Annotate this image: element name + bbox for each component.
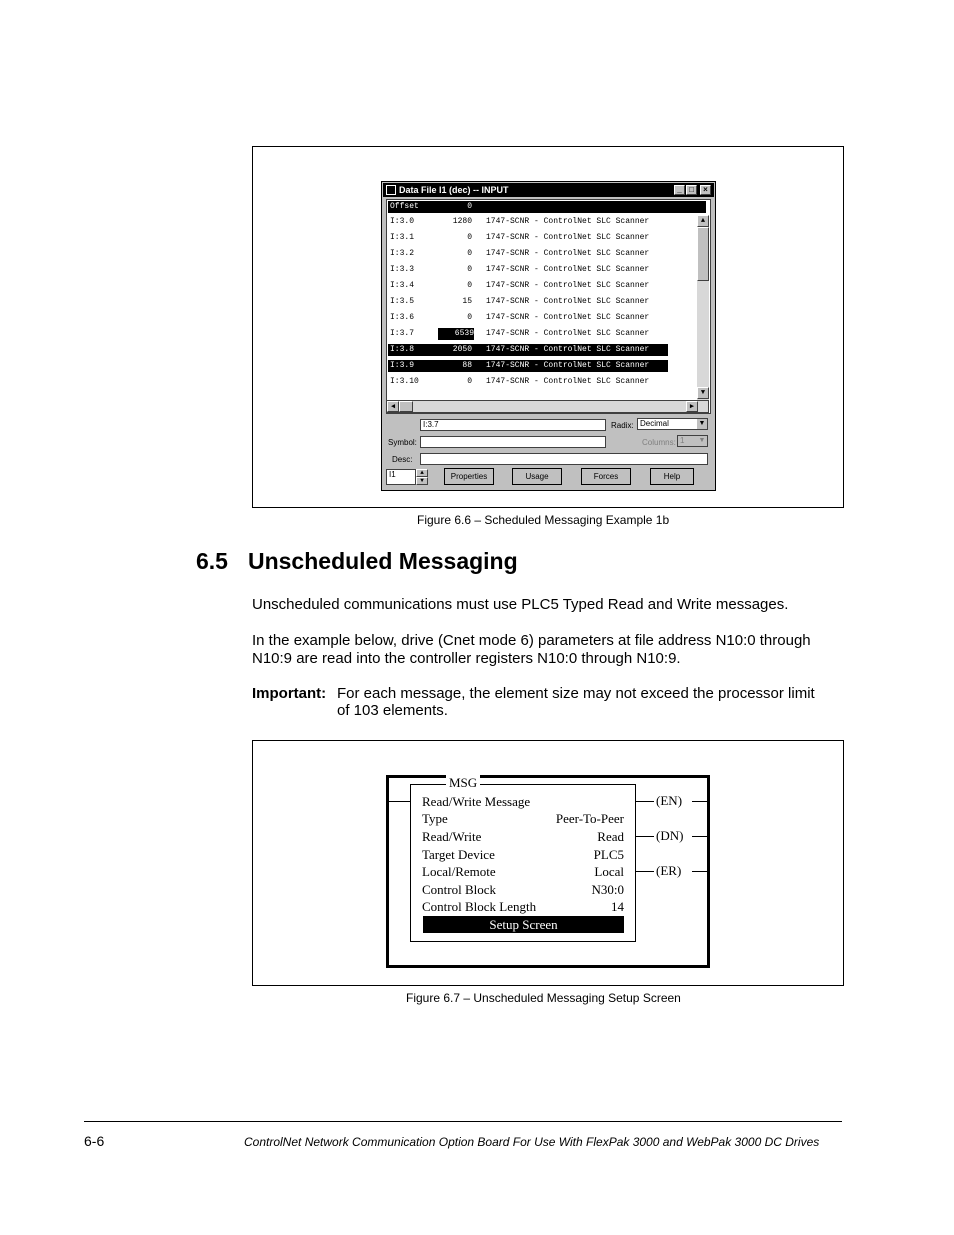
rung-wire: [636, 871, 654, 872]
radix-select[interactable]: [637, 418, 708, 430]
spin-down-icon[interactable]: ▼: [416, 477, 428, 485]
minimize-button[interactable]: _: [674, 185, 685, 195]
coil-dn: (DN): [656, 828, 684, 843]
table-row-selected[interactable]: I:3.8 2050 1747-SCNR - ControlNet SLC Scanner: [388, 344, 668, 356]
important-line1: For each message, the element size may not exceed the processor limit: [337, 685, 815, 702]
chevron-down-icon[interactable]: ▼: [698, 437, 706, 444]
maximize-button[interactable]: □: [686, 185, 697, 195]
coil-er-label: ER: [660, 863, 677, 878]
vertical-scrollbar[interactable]: [697, 215, 709, 411]
figure-6-6-caption: Figure 6.6 – Scheduled Messaging Example 1b: [417, 513, 670, 527]
scroll-up-arrow-icon[interactable]: ▲: [697, 215, 709, 227]
forces-button[interactable]: Forces: [581, 468, 631, 485]
figure-6-7-caption: Figure 6.7 – Unscheduled Messaging Setup Screen: [406, 991, 681, 1005]
header-offset-value: 0: [467, 202, 472, 211]
window-app-icon: [386, 185, 396, 195]
rung-wire: [692, 801, 707, 802]
important-label: Important:: [252, 685, 327, 702]
scroll-thumb[interactable]: [697, 227, 709, 281]
section-title: Unscheduled Messaging: [247, 548, 518, 574]
msg-row-read-write-message: Read/Write Message: [422, 794, 531, 809]
radix-label: Radix:: [611, 421, 634, 430]
msg-title: MSG: [446, 775, 480, 791]
rung-wire: [636, 836, 654, 837]
rung-wire: [692, 871, 707, 872]
spin-up-icon[interactable]: ▲: [416, 469, 428, 477]
footer-title: ControlNet Network Communication Option Board For Use With FlexPak 3000 and WebPak 3000 DC Drives: [244, 1135, 820, 1149]
coil-en: (EN): [656, 793, 683, 808]
window-title: Data File I1 (dec) -- INPUT: [399, 185, 509, 195]
coil-er: (ER): [656, 863, 682, 878]
address-field[interactable]: I:3.7: [420, 419, 606, 431]
chevron-down-icon[interactable]: ▼: [698, 420, 706, 427]
scroll-down-arrow-icon[interactable]: ▼: [697, 387, 709, 399]
symbol-label: Symbol:: [388, 438, 417, 447]
scroll-left-arrow-icon[interactable]: ◀: [387, 401, 399, 412]
rung-wire: [636, 801, 654, 802]
table-row-selected[interactable]: I:3.9 88 1747-SCNR - ControlNet SLC Scanner: [388, 360, 668, 372]
scroll-right-arrow-icon[interactable]: ▶: [686, 401, 698, 412]
close-button[interactable]: ×: [700, 185, 711, 195]
data-file-window: [381, 181, 716, 491]
paragraph-2-line1: In the example below, drive (Cnet mode 6) parameters at file address N10:0 through: [252, 632, 811, 649]
rung-wire: [692, 836, 707, 837]
page-number: 6-6: [84, 1133, 105, 1149]
coil-en-label: EN: [660, 793, 678, 808]
paragraph-1: Unscheduled communications must use PLC5 Typed Read and Write messages.: [252, 596, 789, 613]
setup-screen-button[interactable]: Setup Screen: [423, 916, 624, 933]
msg-row-local-remote: Local/Remote Local: [422, 864, 624, 879]
desc-label: Desc:: [392, 455, 413, 464]
msg-row-read-write: Read/Write Read: [422, 829, 624, 844]
footer-rule: [84, 1121, 842, 1122]
horizontal-scrollbar[interactable]: [386, 400, 709, 413]
columns-label: Columns:: [642, 438, 676, 447]
grid-header: [388, 201, 706, 213]
data-grid[interactable]: Offset 0 I:3.0 1280 1747-SCNR - ControlNet SLC Scanner I:3.1 0 1747-SCNR - ControlNet SLC Scanner I:3.2 0 1747-SCNR - ControlNet SLC Scanner I:3.3 0 1747-SCNR - ControlNet SLC Scanner I:3.4 0 1747-SCNR - ControlNet SLC Scanner I:3.5 15 1747-SCNR - ControlNet SLC Scanner I:3.6 0 1747-SCNR - ControlNet SLC Scanner I:3.7 6539 1747-SCNR - ControlNet SLC Scanner I:3.8 2050 1747-SCNR - ControlNet SLC Scanner I:3.9 88 1747-SCNR - ControlNet SLC Scanner I:3.10 0 1747-SCNR - ControlNet SLC Scanner ▲ ▼: [386, 199, 711, 414]
symbol-field[interactable]: [420, 436, 606, 448]
file-spin-input[interactable]: I1: [386, 469, 416, 485]
msg-row-control-block: Control Block N30:0: [422, 882, 624, 897]
msg-row-type: Type Peer-To-Peer: [422, 811, 624, 826]
msg-row-control-block-length: Control Block Length 14: [422, 899, 624, 914]
radix-value: Decimal: [640, 419, 669, 428]
paragraph-2-line2: N10:9 are read into the controller registers N10:0 through N10:9.: [252, 650, 681, 667]
columns-select[interactable]: [677, 435, 708, 447]
rung-wire: [389, 801, 411, 802]
coil-dn-label: DN: [660, 828, 680, 843]
hscroll-thumb[interactable]: [399, 401, 413, 412]
desc-field[interactable]: [420, 453, 708, 465]
usage-button[interactable]: Usage: [512, 468, 562, 485]
msg-row-target-device: Target Device PLC5: [422, 847, 624, 862]
help-button[interactable]: Help: [650, 468, 694, 485]
header-offset-label: Offset: [390, 202, 419, 211]
section-heading: [196, 548, 518, 575]
columns-value: 1: [680, 436, 685, 445]
window-titlebar: [383, 183, 714, 197]
important-line2: of 103 elements.: [337, 702, 448, 719]
section-number: 6.5: [196, 548, 228, 574]
properties-button[interactable]: Properties: [444, 468, 494, 485]
